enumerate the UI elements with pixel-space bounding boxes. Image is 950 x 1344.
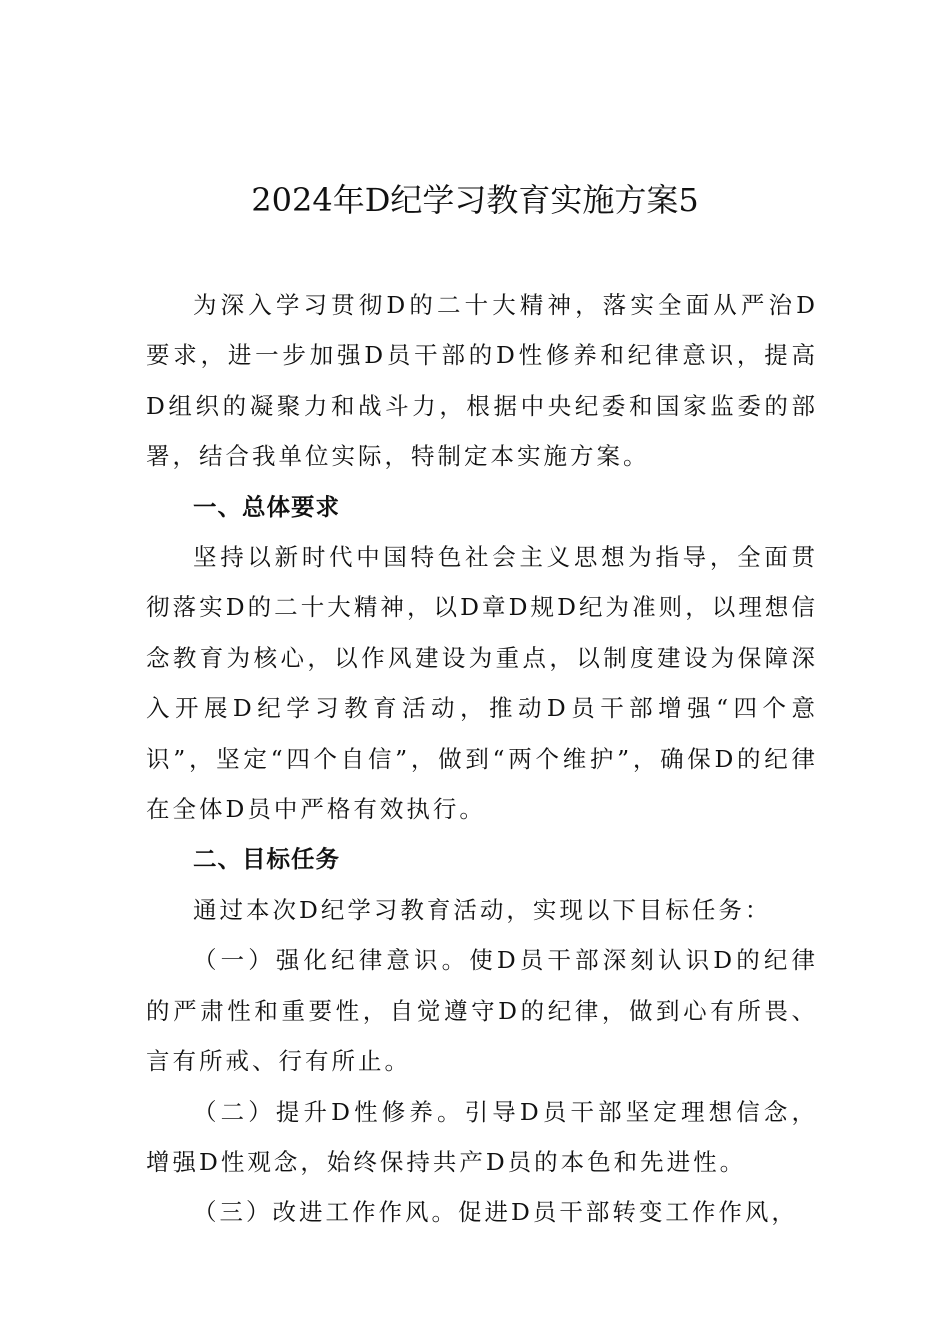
objective-item-1: （一）强化纪律意识。使D员干部深刻认识D的纪律的严肃性和重要性，自觉遵守D的纪律，做到心有所畏、言有所戒、行有所止。: [146, 946, 818, 1076]
objective-item-2: （二）提升D性修养。引导D员干部坚定理想信念，增强D性观念，始终保持共产D员的本色和先进性。: [146, 1097, 818, 1176]
objectives-intro-paragraph: 通过本次D纪学习教育活动，实现以下目标任务：: [193, 895, 772, 924]
intro-paragraph: 为深入学习贯彻D的二十大精神，落实全面从严治D要求，进一步加强D员干部的D性修养和纪律意识，提高D组织的凝聚力和战斗力，根据中央纪委和国家监委的部署，结合我单位实际，特制定本实施方案。: [146, 291, 818, 471]
document-body: [146, 280, 818, 1238]
general-requirements-paragraph: 坚持以新时代中国特色社会主义思想为指导，全面贯彻落实D的二十大精神，以D章D规D纪为准则，以理想信念教育为核心，以作风建设为重点，以制度建设为保障深入开展D纪学习教育活动，推动D员干部增强“四个意识”，坚定“四个自信”，做到“两个维护”，确保D的纪律在全体D员中严格有效执行。: [146, 543, 818, 824]
objective-item-3: （三）改进工作作风。促进D员干部转变工作作风，: [193, 1198, 798, 1227]
section-heading-objectives: 二、目标任务: [193, 845, 340, 874]
document-title: 2024年D纪学习教育实施方案5: [251, 181, 699, 219]
section-heading-general-requirements: 一、总体要求: [193, 492, 340, 521]
